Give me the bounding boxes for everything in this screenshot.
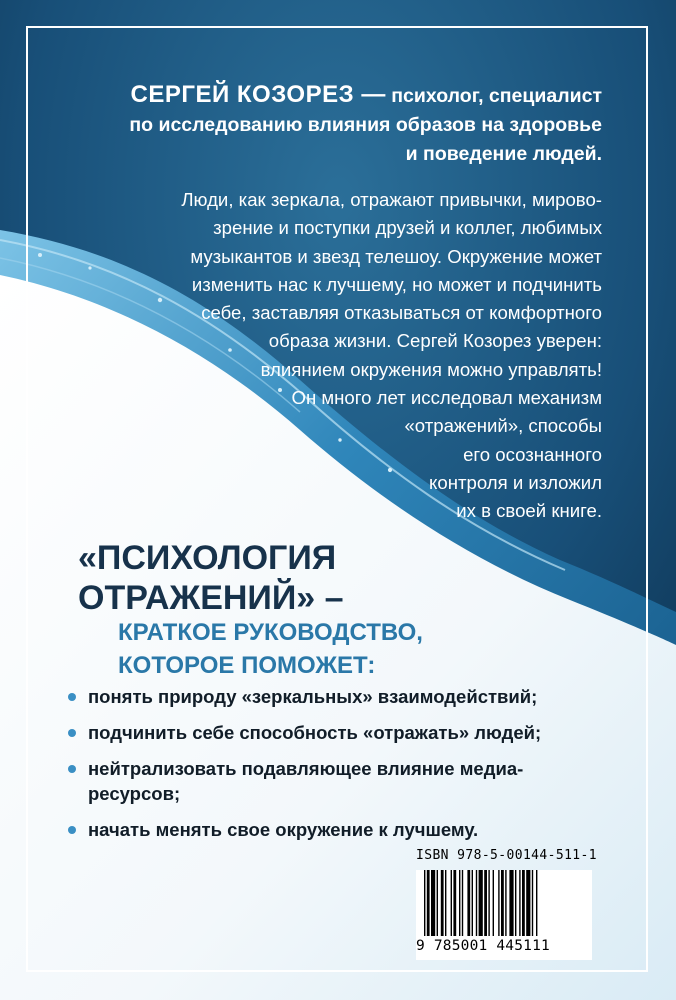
list-item-text: начать менять свое окружение к лучшему. xyxy=(88,819,479,840)
bullet-dot-icon xyxy=(68,693,76,701)
author-description-line: по исследованию влияния образов на здоровье xyxy=(129,114,602,136)
list-item xyxy=(66,684,541,709)
list-item xyxy=(66,817,541,842)
list-item-text: нейтрализовать подавляющее влияние медиа- ресурсов; xyxy=(88,758,524,804)
book-subtitle xyxy=(118,616,423,682)
subtitle-line: КОТОРОЕ ПОМОЖЕТ: xyxy=(118,652,376,679)
author-description-line: психолог, специалист xyxy=(391,85,602,107)
blurb-line: музыкантов и звезд телешоу. Окружение может xyxy=(190,245,602,267)
bullet-dot-icon xyxy=(68,729,76,737)
bullet-dot-icon xyxy=(68,765,76,773)
benefits-list xyxy=(66,684,541,853)
barcode-digits: 9 785001 445111 xyxy=(416,938,550,954)
book-title-line: «ПСИХОЛОГИЯ xyxy=(78,539,337,577)
subtitle-line: КРАТКОЕ РУКОВОДСТВО, xyxy=(118,619,423,646)
list-item xyxy=(66,720,541,745)
blurb-line: изменить нас к лучшему, но может и подчинить xyxy=(191,273,602,295)
blurb-line: «отражений», способы xyxy=(404,415,602,437)
blurb-paragraph xyxy=(82,186,602,526)
isbn-label: ISBN 978-5-00144-511-1 xyxy=(416,848,597,863)
author-name: СЕРГЕЙ КОЗОРЕЗ — xyxy=(130,81,386,108)
blurb-line: их в своей книге. xyxy=(456,500,602,522)
blurb-line: контроля и изложил xyxy=(429,471,602,493)
isbn-barcode-block xyxy=(416,848,597,964)
author-description-line: и поведение людей. xyxy=(405,143,602,165)
book-title-line: ОТРАЖЕНИЙ» – xyxy=(78,579,344,617)
author-intro xyxy=(42,80,602,169)
barcode-icon xyxy=(416,870,592,940)
blurb-line: себе, заставляя отказываться от комфортного xyxy=(201,302,602,324)
blurb-line: зрение и поступки друзей и коллег, любимых xyxy=(213,217,602,239)
list-item-text: подчинить себе способность «отражать» людей; xyxy=(88,722,542,743)
blurb-line: Он много лет исследовал механизм xyxy=(291,387,602,409)
blurb-line: образа жизни. Сергей Козорез уверен: xyxy=(268,330,602,352)
list-item-text: понять природу «зеркальных» взаимодействий; xyxy=(88,686,538,707)
blurb-line: Люди, как зеркала, отражают привычки, мирово- xyxy=(181,189,602,210)
bullet-dot-icon xyxy=(68,826,76,834)
blurb-line: его осознанного xyxy=(463,443,602,465)
blurb-line: влиянием окружения можно управлять! xyxy=(260,358,602,380)
list-item xyxy=(66,756,541,806)
book-title xyxy=(78,538,344,618)
